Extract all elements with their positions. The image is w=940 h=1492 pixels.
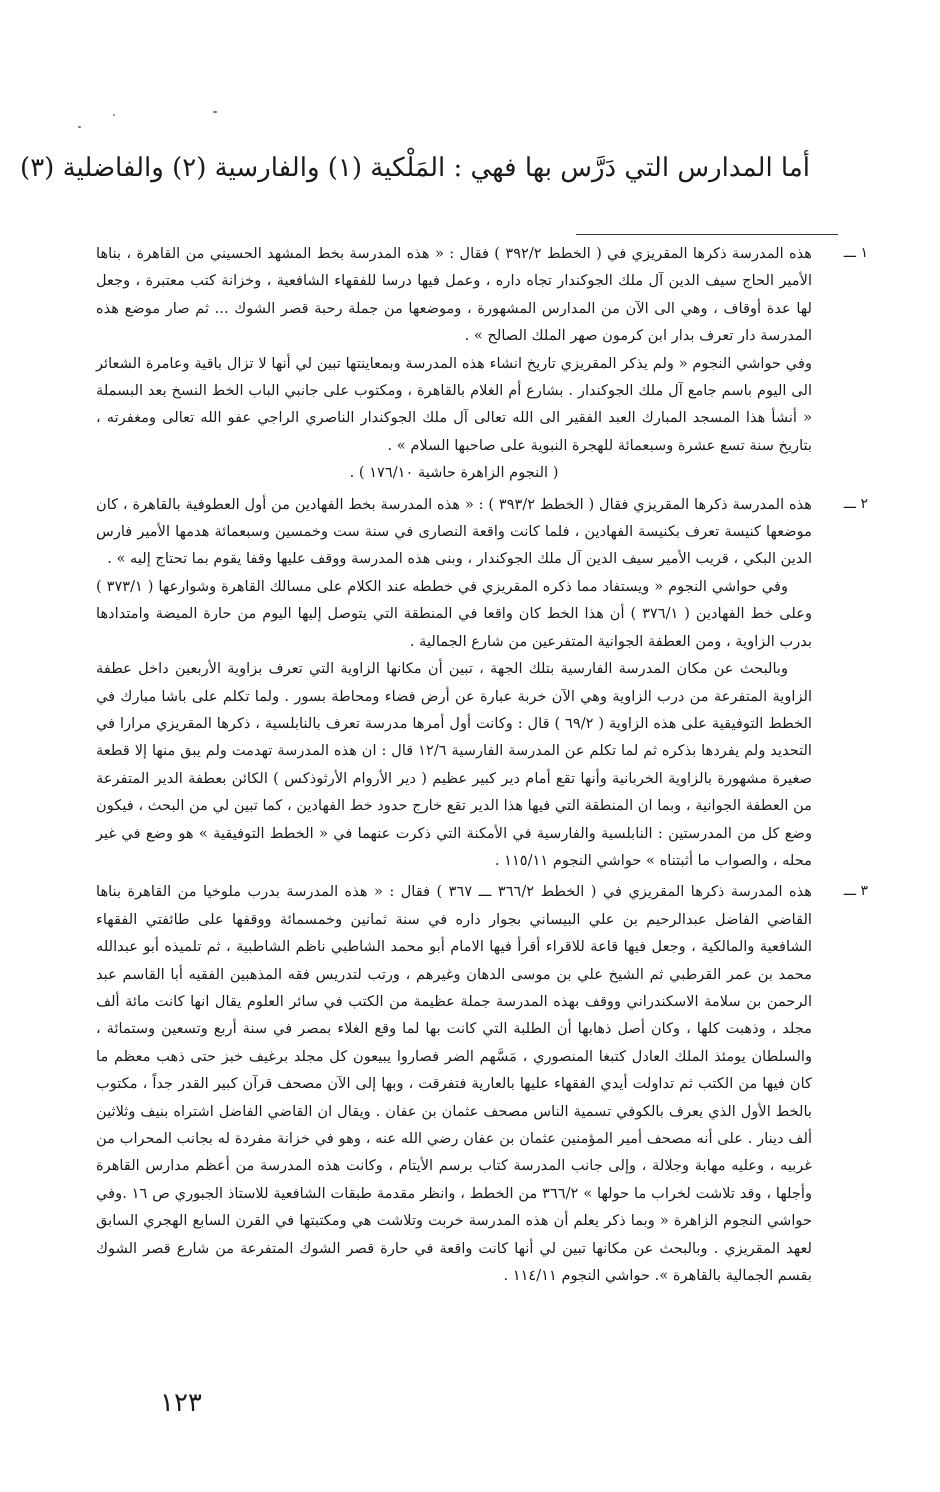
footnote-number: ٣ ـــ xyxy=(843,883,868,900)
footnote-paragraph: هذه المدرسة ذكرها المقريزي في ( الخطط ٣٩٢/٢ ) فقال : « هذه المدرسة بخط المشهد الحسيني من القاهرة ، بناها الأمير الحاج سيف الدين آل ملك الجوكندار تجاه داره ، وعمل فيها درسا للفقهاء الشافعية ، وخزانة كتب معتبرة ، وجعل لها عدة أوقاف ، وهي الى الآن من المدارس المشهورة ، وموضعها من جملة رحبة قصر الشوك ... ثم صار موضع هذه المدرسة دار تعرف بدار ابن كرمون صهر الملك الصالح » . xyxy=(96,245,812,345)
footnote-reference: ( النجوم الزاهرة حاشية ١٧٦/١٠ ) . xyxy=(349,464,559,482)
footnote-paragraph: هذه المدرسة ذكرها المقريزي فقال ( الخطط ٣٩٣/٢ ) : « هذه المدرسة بخط الفهادين من أول العطوفية بالقاهرة ، كان موضعها كنيسة تعرف بكنيسة الفهادين ، فلما كانت واقعة النصارى في سنة ست وخمسين وسبعمائة هدمها الأمير فارس الدين البكي ، قريب الأمير سيف الدين آل ملك الجوكندار ، وبنى هذه المدرسة ووقف عليها وقفا يقوم بما تحتاج إليه » . xyxy=(96,495,813,568)
footnote-number: ١ ـــ xyxy=(843,245,868,261)
footnote-paragraph: وفي حواشي النجوم « ويستفاد مما ذكره المقريزي في خططه عند الكلام على مسالك القاهرة وشوارعها ( ٣٧٣/١ ) وعلى خط الفهادين ( ٣٧٦/١ ) أن هذا الخط كان واقعا في المنطقة التي يتوصل إليها اليوم من حارة الميضة وامتدادها بدرب الزاوية ، ومن العطفة الجوانية المتفرعين من شارع الجمالية . xyxy=(96,577,812,650)
footnote-separator xyxy=(576,234,838,235)
footnote-number: ٢ ـــ xyxy=(843,495,868,512)
footnote-paragraph: هذه المدرسة ذكرها المقريزي في ( الخطط ٣٦٦/٢ ـــ ٣٦٧ ) فقال : « هذه المدرسة بدرب ملوخيا من القاهرة بناها القاضي الفاضل عبدالرحيم بن علي البيساني بجوار داره في سنة ثمانين وخمسمائة ووقفها على طائفتي الفقهاء الشافعية والمالكية ، وجعل فيها قاعة للاقراء أقرأ فيها الامام أبو محمد الشاطبي ناظم الشاطبية ، ثم تلميذه أبو عبدالله محمد بن عمر القرطبي ثم الشيخ علي بن موسى الدهان وغيرهم ، ورتب لتدريس فقه المذهبين الفقيه أبا القاسم عبد الرحمن بن سلامة الاسكندراني ووقف بهذه المدرسة جملة عظيمة من الكتب في سائر العلوم يقال انها كانت مائة ألف مجلد ، وذهبت كلها ، وكان أصل ذهابها أن الطلبة التي كانت بها لما وقع الغلاء بمصر في سنة أربع وتسعين وستمائة ، والسلطان يومئذ الملك العادل كتبغا المنصوري ، مَسَّهم الضر فصاروا يبيعون كل مجلد برغيف خبز حتى ذهب معظم ما كان فيها من الكتب ثم تداولت أيدي الفقهاء عليها بالعارية فتفرقت ، وبها إلى الآن مصحف قرآن كبير القدر جداً ، مكتوب بالخط الأول الذي يعرف بالكوفي تسمية الناس مصحف عثمان بن عفان . ويقال ان القاضي الفاضل اشتراه بنيف وثلاثين ألف دينار . على أنه مصحف أمير المؤمنين عثمان بن عفان رضي الله عنه ، وهو في خزانة مفردة له بجانب المحراب من غربيه ، وعليه مهابة وجلالة ، وإلى جانب المدرسة كتاب برسم الأيتام ، وكانت هذه المدرسة من أعظم مدارس القاهرة وأجلها ، وقد تلاشت لخراب ما حولها » ٣٦٦/٢ من الخطط ، وانظر مقدمة طبقات الشافعية للاستاذ الجبوري ص ١٦ .وفي حواشي النجوم الزاهرة « وبما ذكر يعلم أن هذه المدرسة خربت وتلاشت هي ومكتبتها في القرن السابع الهجري السابق لعهد المقريزي . وبالبحث عن مكانها تبين لي أنها كانت واقعة في حارة قصر الشوك المتفرعة من شارع قصر الشوك بقسم الجمالية بالقاهرة ». حواشي النجوم ١١٤/١١ . xyxy=(96,883,813,1285)
scan-speck xyxy=(113,114,115,116)
footnote-3 xyxy=(96,878,868,1289)
footnote-paragraph: وبالبحث عن مكان المدرسة الفارسية بتلك الجهة ، تبين أن مكانها الزاوية التي تعرف بزاوية الأربعين داخل عطفة الزاوية المتفرعة من درب الزاوية وهي الآن خربة عبارة عن أرض فضاء ومحاطة بسور . ولما تكلم على باشا مبارك في الخطط التوفيقية على هذه الزاوية ( ٦٩/٢ ) قال : وكانت أول أمرها مدرسة تعرف بالنابلسية ، ذكرها المقريزي مرارا في التحديد ولم يفردها بذكره ثم لما تكلم عن المدرسة الفارسية ١٢/٦ قال : ان هذه المدرسة تهدمت ولم يبق منها إلا قطعة صغيرة مشهورة بالزاوية الخربانية وأنها تقع أمام دير كبير عظيم ( دير الأروام الأرثوذكس ) الكائن بعطفة الدير المتفرعة من العطفة الجوانية ، وبما ان المنطقة التي فيها هذا الدير تقع خارج حدود خط الفهادين ، كما تبين لي من البحث ، فيكون وضع كل من المدرستين : النابلسية والفارسية في الأمكنة التي ذكرت عنهما في « الخطط التوفيقية » هو وضع في غير محله ، والصواب ما أثبتناه » حواشي النجوم ١١٥/١١ . xyxy=(96,660,812,869)
footnote-2 xyxy=(96,491,868,875)
footnote-1 xyxy=(96,240,868,487)
scan-speck xyxy=(78,126,81,128)
main-text-line: أما المدارس التي دَرَّس بها فهي : المَلْكية (١) والفارسية (٢) والفاضلية (٣) xyxy=(20,153,810,183)
scan-speck xyxy=(213,111,217,113)
footnotes xyxy=(96,240,868,1293)
page-number: ١٢٣ xyxy=(160,1388,202,1418)
footnote-paragraph: وفي حواشي النجوم « ولم يذكر المقريزي تاريخ انشاء هذه المدرسة وبمعاينتها تبين لي أنها لا تزال باقية وعامرة الشعائر الى اليوم باسم جامع آل ملك الجوكندار . بشارع أم الغلام بالقاهرة ، ومكتوب على جانبي الباب الخط النسخ بعد البسملة « أنشأ هذا المسجد المبارك العبد الفقير الى الله تعالى آل ملك الجوكندار الناصري الراجي عفو الله تعالى ومغفرته ، بتاريخ سنة تسع عشرة وسبعمائة للهجرة النبوية على صاحبها السلام » . xyxy=(96,354,812,454)
